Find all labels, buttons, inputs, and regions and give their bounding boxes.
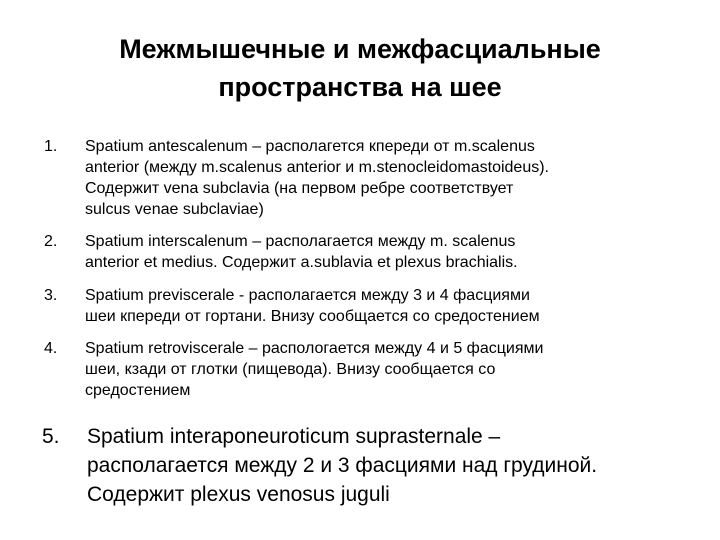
- list-item-line: anterior et medius. Содержит a.sublavia et plexus brachialis.: [85, 254, 518, 271]
- list-item-line: Содержит plexus venosus juguli: [87, 483, 390, 506]
- slide-title-line-2: пространства на шее: [218, 72, 502, 102]
- list-item-text: [85, 231, 700, 273]
- list-item-line: sulcus venae subclaviae): [85, 201, 264, 218]
- list-item-line: Содержит vena subclavia (на первом ребре соответствует: [85, 180, 514, 197]
- list-item-line: anterior (между m.scalenus anterior и m.stenocleidomastoideus).: [85, 159, 549, 176]
- list-item-number: 1.: [44, 138, 58, 155]
- list-item-line: Spatium interaponeuroticum suprasternale –: [87, 425, 501, 448]
- list-item-line: Spatium retroviscerale – распологается между 4 и 5 фасциями: [85, 340, 544, 357]
- slide-title: [40, 30, 680, 106]
- list-item-number: 4.: [44, 340, 58, 357]
- list-item-text: [85, 136, 700, 220]
- list-item-line: Spatium previscerale - располагается между 3 и 4 фасциями: [85, 287, 530, 304]
- list-item-line: Spatium interscalenum – располагается между m. scalenus: [85, 233, 516, 250]
- list-item-text: [85, 338, 700, 401]
- list-item-number: 3.: [44, 287, 58, 304]
- list-item-line: Spatium antescalenum – располагется кпереди от m.scalenus: [85, 138, 535, 155]
- slide-title-line-1: Межмышечные и межфасциальные: [119, 34, 601, 64]
- list-item-line: средостением: [85, 382, 191, 399]
- list-item-text: [85, 285, 700, 327]
- list-item-number: 5.: [42, 425, 60, 448]
- list-item-line: располагается между 2 и 3 фасциями над грудиной.: [87, 454, 598, 477]
- list-item-line: шеи кпереди от гортани. Внизу сообщается со средостением: [85, 308, 540, 325]
- list-item-line: шеи, кзади от глотки (пищевода). Внизу сообщается со: [85, 361, 496, 378]
- list-item-text: [87, 422, 702, 509]
- list-item-number: 2.: [44, 233, 58, 250]
